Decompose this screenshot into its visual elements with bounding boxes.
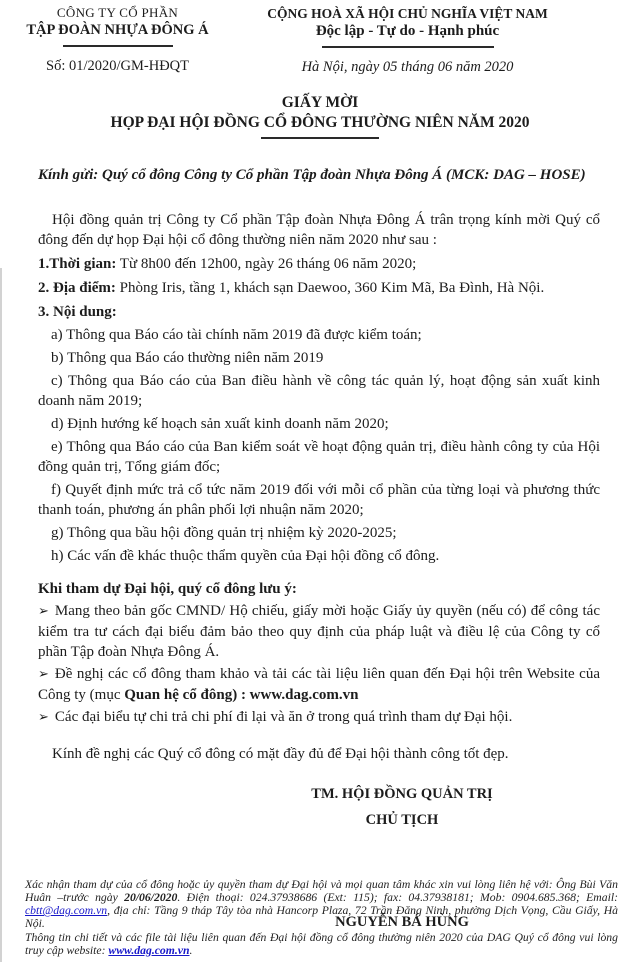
closing-line: Kính đề nghị các Quý cổ đông có mặt đầy đủ để Đại hội thành công tốt đẹp. — [52, 746, 509, 762]
document-number: Số: 01/2020/GM-HĐQT — [46, 58, 189, 74]
footer-website-text-2: . — [189, 943, 193, 957]
meeting-time-line — [38, 254, 600, 274]
agenda-item-e: e) Thông qua Báo cáo của Ban kiểm soát về hoạt động quản trị, điều hành công ty của Hội đồng quản trị, Tổng giám đốc; — [38, 439, 600, 475]
signature-title: CHỦ TỊCH — [365, 812, 439, 828]
signature-name: NGUYỄN BÁ HÙNG — [335, 914, 469, 930]
arrow-bullet-icon: ➢ — [38, 710, 49, 725]
note-bullet-expenses — [38, 707, 600, 728]
meeting-venue-line — [38, 278, 600, 298]
footer-contact-text-1: Xác nhận tham dự của cổ đông hoặc ủy quyền tham dự Đại hội và mọi quan tâm khác xin vui lòng liên hệ với: Ông Bùi Văn Huân –trước ngày — [25, 877, 618, 904]
website-link[interactable]: www.dag.com.vn — [108, 943, 190, 957]
motto-divider — [322, 46, 494, 48]
time-value: Từ 8h00 đến 12h00, ngày 26 tháng 06 năm 2020; — [116, 256, 417, 272]
footer-contact-text-2: . Điện thoại: 024.37938686 (Ext: 115); fax: 04.37938181; Mob: 0904.685.368; Email: — [177, 890, 618, 904]
national-motto-block — [240, 5, 575, 77]
title-divider — [261, 137, 379, 139]
document-header — [0, 0, 640, 77]
time-label: 1.Thời gian: — [38, 256, 117, 272]
document-subtitle: HỌP ĐẠI HỘI ĐỒNG CỔ ĐÔNG THƯỜNG NIÊN NĂM 2020 — [110, 114, 530, 131]
footer-deadline-date: 20/06/2020 — [124, 890, 178, 904]
national-header: CỘNG HOÀ XÃ HỘI CHỦ NGHĨA VIỆT NAM — [267, 6, 548, 21]
company-header-block — [25, 5, 210, 77]
agenda-item-d: d) Định hướng kế hoạch sản xuất kinh doanh năm 2020; — [51, 416, 389, 432]
agenda-item-g: g) Thông qua bầu hội đồng quản trị nhiệm kỳ 2020-2025; — [51, 525, 397, 541]
agenda-heading: 3. Nội dung: — [38, 304, 117, 320]
footer-contact-paragraph — [25, 878, 618, 931]
note-bullet-documents — [38, 601, 600, 662]
notes-heading: Khi tham dự Đại hội, quý cổ đông lưu ý: — [38, 581, 297, 597]
email-link[interactable]: cbtt@dag.com.vn — [25, 904, 108, 918]
arrow-bullet-icon: ➢ — [38, 604, 49, 619]
company-name: TẬP ĐOÀN NHỰA ĐÔNG Á — [26, 22, 209, 38]
agenda-item-f: f) Quyết định mức trả cổ tức năm 2019 đối với mỗi cổ phần của từng loại và phương thức thanh toán, phương án phân phối lợi nhuận năm 2020; — [38, 482, 600, 518]
place-date-line: Hà Nội, ngày 05 tháng 06 năm 2020 — [301, 59, 514, 75]
contact-footer — [25, 878, 618, 957]
note-bullet-expenses-text: Các đại biểu tự chi trả chi phí đi lại và ăn ở trong quá trình tham dự Đại hội. — [54, 709, 513, 725]
arrow-bullet-icon: ➢ — [38, 667, 49, 682]
document-body — [0, 165, 640, 930]
national-motto: Độc lập - Tự do - Hạnh phúc — [315, 23, 500, 39]
footer-website-paragraph — [25, 931, 618, 957]
investor-relations-reference: Quan hệ cổ đông) : www.dag.com.vn — [124, 687, 359, 703]
venue-label: 2. Địa điểm: — [38, 280, 116, 296]
note-bullet-website-prefix: Đề nghị các cổ đông tham khảo và tải các tài liệu liên quan đến Đại hội trên Website của Công ty (mục — [38, 666, 600, 703]
agenda-item-h: h) Các vấn đề khác thuộc thẩm quyền của Đại hội đồng cổ đông. — [51, 548, 440, 564]
scan-artifact-line — [0, 268, 2, 962]
venue-value: Phòng Iris, tầng 1, khách sạn Daewoo, 360 Kim Mã, Ba Đình, Hà Nội. — [115, 280, 545, 296]
company-type: CÔNG TY CỔ PHẦN — [56, 5, 179, 20]
salutation-line: Kính gửi: Quý cổ đông Công ty Cổ phần Tập đoàn Nhựa Đông Á (MCK: DAG – HOSE) — [38, 167, 586, 183]
agenda-item-a: a) Thông qua Báo cáo tài chính năm 2019 đã được kiểm toán; — [51, 327, 422, 343]
company-header-divider — [63, 45, 173, 47]
agenda-item-b: b) Thông qua Báo cáo thường niên năm 2019 — [51, 350, 324, 366]
agenda-item-c: c) Thông qua Báo cáo của Ban điều hành về công tác quản lý, hoạt động sản xuất kinh doanh năm 2019; — [38, 373, 600, 409]
intro-paragraph: Hội đồng quản trị Công ty Cổ phần Tập đoàn Nhựa Đông Á trân trọng kính mời Quý cổ đông đến dự họp Đại hội cổ đông thường niên năm 2020 như sau : — [38, 212, 600, 248]
signature-on-behalf: TM. HỘI ĐỒNG QUẢN TRỊ — [311, 786, 493, 802]
footer-website-text-1: Thông tin chi tiết và các file tài liệu liên quan đến Đại hội đồng cổ đông thường niên 2020 của DAG Quý cổ đông vui lòng truy cập website: — [25, 930, 618, 957]
document-title: GIẤY MỜI — [281, 94, 359, 111]
note-bullet-website — [38, 664, 600, 705]
note-bullet-documents-text: Mang theo bản gốc CMND/ Hộ chiếu, giấy mời hoặc Giấy ủy quyền (nếu có) để công tác kiểm tra tư cách đại biểu đảm bảo theo quy định của pháp luật và điều lệ của Công ty cổ phần Tập đoàn Nhựa Đông Á. — [38, 603, 600, 660]
document-title-block — [0, 93, 640, 139]
footer-contact-text-3: , địa chỉ: Tầng 9 tháp Tây tòa nhà Hancorp Plaza, 72 Trần Đăng Ninh, phường Dịch Vọng, Cầu Giấy, Hà Nội. — [25, 904, 618, 931]
